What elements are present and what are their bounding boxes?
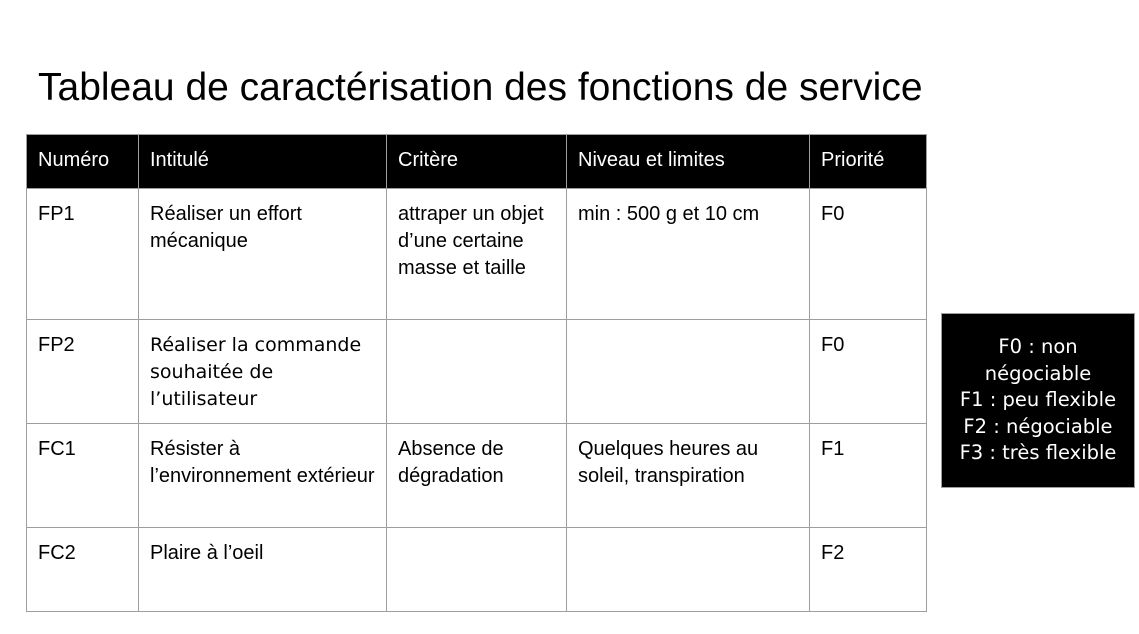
cell-priorite: F0 xyxy=(810,189,927,320)
header-numero: Numéro xyxy=(27,135,139,189)
table-row xyxy=(27,424,927,528)
cell-niveau xyxy=(567,528,810,612)
cell-intitule: Réaliser un effort mécanique xyxy=(139,189,387,320)
cell-critere xyxy=(387,528,567,612)
header-priorite: Priorité xyxy=(810,135,927,189)
cell-numero: FC1 xyxy=(27,424,139,528)
page-title: Tableau de caractérisation des fonctions de service xyxy=(38,66,923,109)
legend-line: négociable xyxy=(984,361,1092,385)
cell-numero: FC2 xyxy=(27,528,139,612)
cell-intitule: Résister à l’environnement extérieur xyxy=(139,424,387,528)
table-row xyxy=(27,189,927,320)
cell-critere xyxy=(387,320,567,424)
legend-line: F1 : peu flexible xyxy=(959,388,1117,412)
cell-priorite: F2 xyxy=(810,528,927,612)
cell-priorite: F0 xyxy=(810,320,927,424)
cell-niveau: min : 500 g et 10 cm xyxy=(567,189,810,320)
cell-numero: FP1 xyxy=(27,189,139,320)
cell-priorite: F1 xyxy=(810,424,927,528)
cell-critere: Absence de dégradation xyxy=(387,424,567,528)
legend-line: F0 : non xyxy=(998,335,1078,359)
header-critere: Critère xyxy=(387,135,567,189)
header-niveau: Niveau et limites xyxy=(567,135,810,189)
service-functions-table xyxy=(26,134,927,612)
cell-niveau: Quelques heures au soleil, transpiration xyxy=(567,424,810,528)
cell-critere: attraper un objet d’une certaine masse et taille xyxy=(387,189,567,320)
table-row xyxy=(27,320,927,424)
cell-numero: FP2 xyxy=(27,320,139,424)
priority-legend xyxy=(941,313,1135,488)
cell-intitule: Plaire à l’oeil xyxy=(139,528,387,612)
legend-line: F3 : très flexible xyxy=(959,441,1117,465)
cell-intitule: Réaliser la commande souhaitée de l’utilisateur xyxy=(139,320,387,424)
table-row xyxy=(27,528,927,612)
header-intitule: Intitulé xyxy=(139,135,387,189)
table-header-row xyxy=(27,135,927,189)
legend-line: F2 : négociable xyxy=(963,414,1113,438)
cell-niveau xyxy=(567,320,810,424)
